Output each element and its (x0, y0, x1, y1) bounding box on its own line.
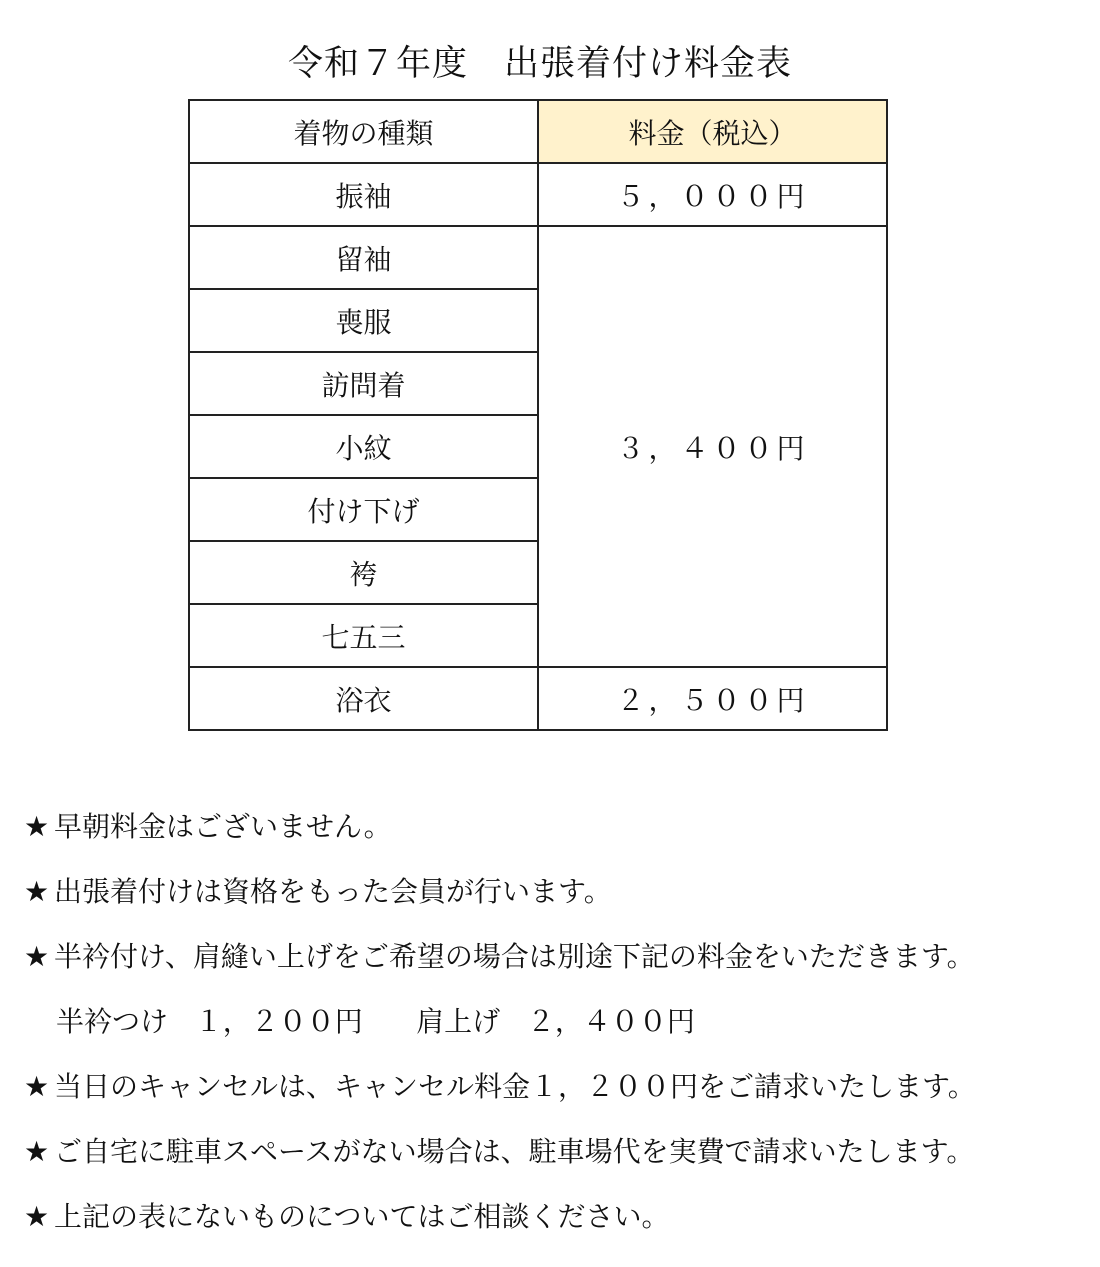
note-line (24, 1058, 1094, 1123)
table-row (189, 226, 887, 289)
note-text: 出張着付けは資格をもった会員が行います。 (54, 875, 612, 908)
price-cell-merged: ３，４００円 (538, 226, 887, 667)
star-icon: ★ (24, 1135, 50, 1168)
kimono-type-cell: 付け下げ (189, 478, 538, 541)
kimono-type-cell: 七五三 (189, 604, 538, 667)
collar-fee-label: 半衿つけ (56, 1005, 169, 1038)
note-line (24, 928, 1094, 993)
price-cell: ５，０００円 (538, 163, 887, 226)
header-price: 料金（税込） (538, 100, 887, 163)
kimono-type-cell: 訪問着 (189, 352, 538, 415)
header-kimono-type: 着物の種類 (189, 100, 538, 163)
kimono-type-cell: 浴衣 (189, 667, 538, 730)
collar-fee-price: １，２００円 (194, 1005, 363, 1038)
table-row (189, 163, 887, 226)
table-row (189, 667, 887, 730)
note-line (24, 798, 1094, 863)
note-text: 早朝料金はございません。 (54, 810, 392, 843)
kimono-type-cell: 袴 (189, 541, 538, 604)
kimono-type-cell: 喪服 (189, 289, 538, 352)
kimono-type-cell: 小紋 (189, 415, 538, 478)
note-line (24, 863, 1094, 928)
extra-fees-line (24, 993, 1094, 1058)
notes-section (24, 798, 1094, 1253)
note-text: 半衿付け、肩縫い上げをご希望の場合は別途下記の料金をいただきます。 (54, 940, 975, 973)
page-title: 令和７年度 出張着付け料金表 (287, 44, 792, 84)
note-text: 上記の表にないものについてはご相談ください。 (54, 1200, 670, 1233)
note-text: ご自宅に駐車スペースがない場合は、駐車場代を実費で請求いたします。 (54, 1135, 975, 1168)
star-icon: ★ (24, 810, 50, 843)
note-text: 当日のキャンセルは、キャンセル料金１，２００円をご請求いたします。 (54, 1070, 976, 1103)
star-icon: ★ (24, 1070, 50, 1103)
shoulder-fee-label: 肩上げ (416, 1005, 501, 1038)
table-header-row (189, 100, 887, 163)
price-cell: ２，５００円 (538, 667, 887, 730)
kimono-type-cell: 留袖 (189, 226, 538, 289)
kimono-type-cell: 振袖 (189, 163, 538, 226)
note-line (24, 1123, 1094, 1188)
price-table (188, 99, 888, 731)
note-line (24, 1188, 1094, 1253)
star-icon: ★ (24, 940, 50, 973)
star-icon: ★ (24, 1200, 50, 1233)
shoulder-fee-price: ２，４００円 (526, 1005, 695, 1038)
star-icon: ★ (24, 875, 50, 908)
